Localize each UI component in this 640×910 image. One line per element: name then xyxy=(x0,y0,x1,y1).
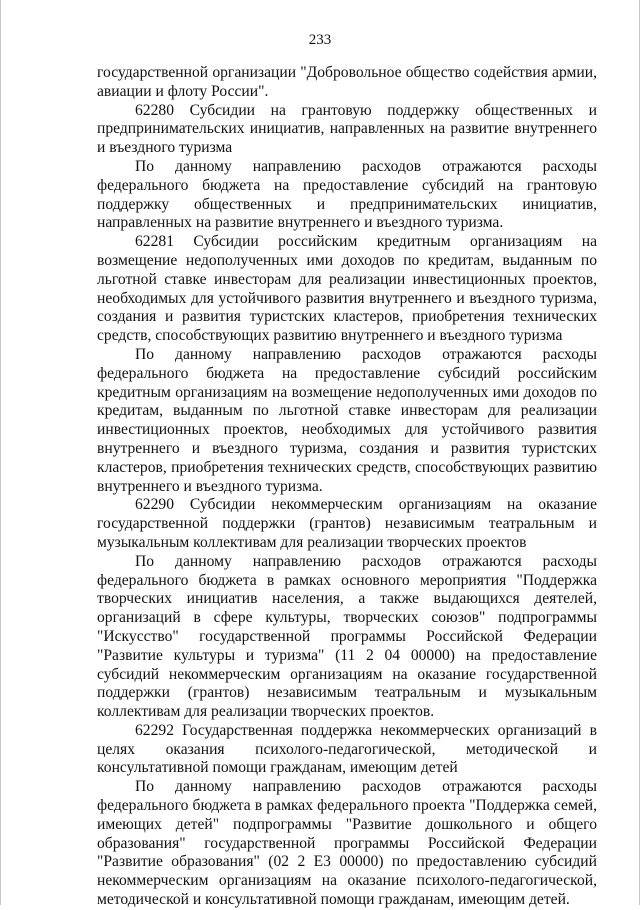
paragraph-62290-description: По данному направлению расходов отражаются расходы федерального бюджета в рамках основного мероприятия "Поддержка творческих инициатив населения, а также выдающихся деятелей, организаций в сфере культуры, творческих союзов" подпрограммы "Искусство" государственной программы Российской Федерации "Развитие культуры и туризма" (11 2 04 00000) на предоставление субсидий некоммерческим организациям на оказание государственной поддержки (грантов) независимым театральным и музыкальным коллективам для реализации творческих проектов. xyxy=(97,552,597,721)
paragraph-62292-description: По данному направлению расходов отражаются расходы федерального бюджета в рамках федерального проекта "Поддержка семей, имеющих детей" подпрограммы "Развитие дошкольного и общего образования" государственной программы Российской Федерации "Развитие образования" (02 2 E3 00000) по предоставлению субсидий некоммерческим организациям на оказание психолого-педагогической, методической и консультативной помощи гражданам, имеющим детей. xyxy=(97,778,597,909)
paragraph-62280-description: По данному направлению расходов отражаются расходы федерального бюджета на предоставление субсидий на грантовую поддержку общественных и предпринимательских инициатив, направленных на развитие внутреннего и въездного туризма. xyxy=(97,157,597,232)
document-body xyxy=(97,64,597,910)
page-number: 233 xyxy=(308,32,332,48)
paragraph-62281-description: По данному направлению расходов отражаются расходы федерального бюджета на предоставление субсидий российским кредитным организациям на возмещение недополученных ими доходов по кредитам, выданным по льготной ставке инвесторам для реализации инвестиционных проектов, необходимых для устойчивого развития внутреннего и въездного туризма, создания и развития туристских кластеров, приобретения технических средств, способствующих развитию внутреннего и въездного туризма. xyxy=(97,345,597,495)
paragraph-62281-heading: 62281 Субсидии российским кредитным организациям на возмещение недополученных ими доходов по кредитам, выданным по льготной ставке инвесторам для реализации инвестиционных проектов, необходимых для устойчивого развития внутреннего и въездного туризма, создания и развития туристских кластеров, приобретения технических средств, способствующих развитию внутреннего и въездного туризма xyxy=(97,233,597,345)
paragraph-continuation: государственной организации "Добровольное общество содействия армии, авиации и флоту России". xyxy=(97,64,597,100)
paragraph-62280-heading: 62280 Субсидии на грантовую поддержку общественных и предпринимательских инициатив, направленных на развитие внутреннего и въездного туризма xyxy=(97,101,597,157)
paragraph-62290-heading: 62290 Субсидии некоммерческим организациям на оказание государственной поддержки (грантов) независимым театральным и музыкальным коллективам для реализации творческих проектов xyxy=(97,496,597,551)
paragraph-62292-heading: 62292 Государственная поддержка некоммерческих организаций в целях оказания психолого-педагогической, методической и консультативной помощи гражданам, имеющим детей xyxy=(97,721,597,777)
